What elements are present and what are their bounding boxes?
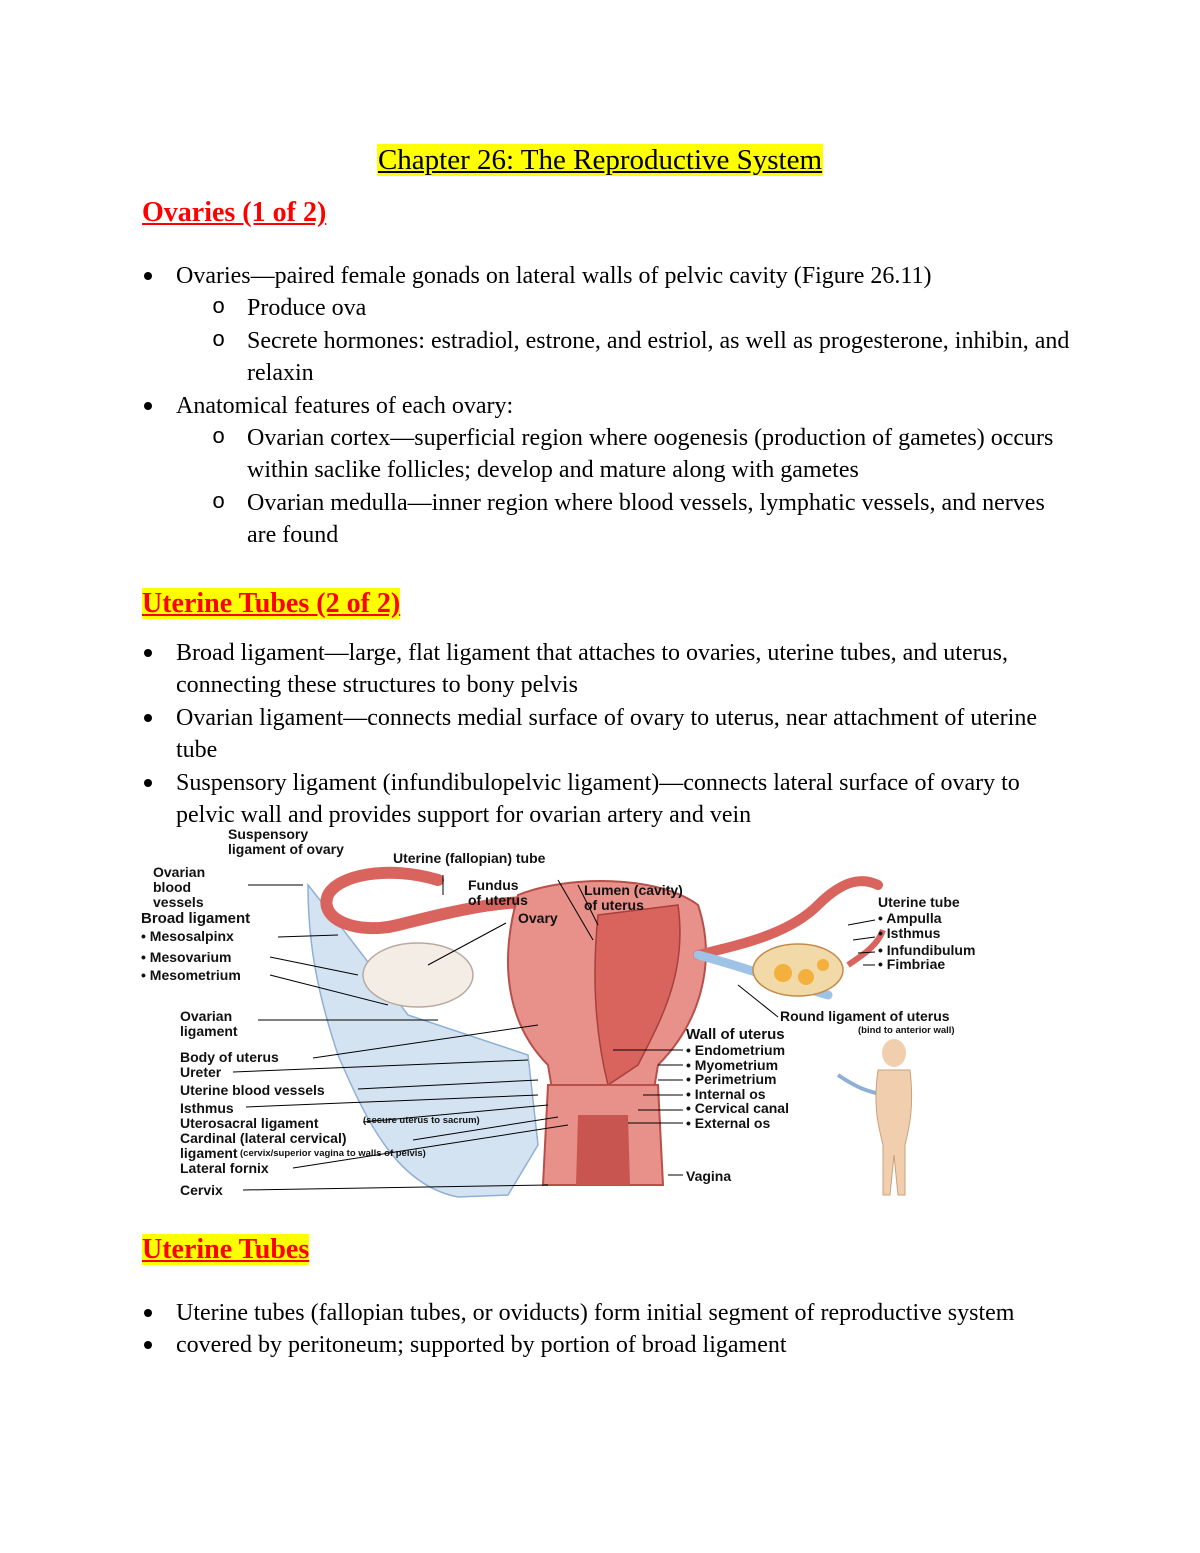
list-item: o Secrete hormones: estradiol, estrone, and estriol, as well as progesterone, inhibin, and relaxin xyxy=(176,325,1072,390)
note-round-ligament: (bind to anterior wall) xyxy=(858,1025,955,1036)
label-mesovarium: • Mesovarium xyxy=(141,949,232,965)
label-isthmus-right: • Isthmus xyxy=(878,925,941,941)
list-item: Uterine tubes (fallopian tubes, or oviducts) form initial segment of reproductive system xyxy=(142,1297,1072,1329)
label-uterosacral-ligament: Uterosacral ligament xyxy=(180,1115,319,1131)
label-uterine-tube: Uterine tube xyxy=(878,894,960,910)
label-suspensory-ligament: Suspensory ligament of ovary xyxy=(228,826,344,857)
list-item: Anatomical features of each ovary: o Ovarian cortex—superficial region where oogenesis (production of gametes) occurs within saclike follicles; develop and mature along with gametes o Ovarian medulla—inner region where blood vessels, lymphatic vessels, and nerves are found xyxy=(142,390,1072,552)
list-item: Suspensory ligament (infundibulopelvic ligament)—connects lateral surface of ovary to pelvic wall and provides support for ovarian artery and vein xyxy=(142,767,1072,832)
label-lateral-fornix: Lateral fornix xyxy=(180,1160,269,1176)
label-ovarian-ligament: Ovarian ligament xyxy=(180,1008,238,1039)
label-internal-os: • Internal os xyxy=(686,1086,766,1102)
label-cardinal-ligament: Cardinal (lateral cervical) xyxy=(180,1130,347,1146)
section-heading-ovaries: Ovaries (1 of 2) xyxy=(142,197,327,228)
label-lumen: Lumen (cavity) of uterus xyxy=(584,882,683,913)
page-title: Chapter 26: The Reproductive System xyxy=(377,144,823,176)
label-perimetrium: • Perimetrium xyxy=(686,1071,777,1087)
label-ureter: Ureter xyxy=(180,1064,222,1080)
note-cardinal: (cervix/superior vagina to walls of pelvis) xyxy=(240,1148,426,1159)
label-uterine-fallopian-tube: Uterine (fallopian) tube xyxy=(393,850,546,866)
label-cervical-canal: • Cervical canal xyxy=(686,1100,789,1116)
reproductive-anatomy-figure xyxy=(138,825,1018,1205)
label-round-ligament: Round ligament of uterus xyxy=(780,1008,950,1024)
list-item: o Ovarian cortex—superficial region where oogenesis (production of gametes) occurs within saclike follicles; develop and mature along with gametes xyxy=(176,422,1072,487)
note-uterosacral: (secure uterus to sacrum) xyxy=(363,1115,480,1126)
label-body-of-uterus: Body of uterus xyxy=(180,1049,279,1065)
label-ampulla: • Ampulla xyxy=(878,910,942,926)
section-heading-uterine-tubes: Uterine Tubes xyxy=(142,1234,310,1265)
label-myometrium: • Myometrium xyxy=(686,1057,779,1073)
label-wall-of-uterus: Wall of uterus xyxy=(686,1026,785,1043)
uterine-tubes-2-list xyxy=(142,637,1072,831)
label-ovarian-blood-vessels: Ovarian blood vessels xyxy=(153,864,206,910)
label-mesometrium: • Mesometrium xyxy=(141,967,241,983)
label-infundibulum: • Infundibulum xyxy=(878,942,976,958)
uterine-tubes-list xyxy=(142,1297,1072,1362)
label-isthmus-left: Isthmus xyxy=(180,1100,234,1116)
label-vagina: Vagina xyxy=(686,1168,732,1184)
label-uterine-blood-vessels: Uterine blood vessels xyxy=(180,1082,325,1098)
label-endometrium: • Endometrium xyxy=(686,1042,786,1058)
label-cervix: Cervix xyxy=(180,1182,223,1198)
label-mesosalpinx: • Mesosalpinx xyxy=(141,928,234,944)
list-item: covered by peritoneum; supported by portion of broad ligament xyxy=(142,1329,1072,1361)
label-fimbriae: • Fimbriae xyxy=(878,956,946,972)
label-broad-ligament: Broad ligament xyxy=(141,910,251,927)
label-ovary: Ovary xyxy=(518,910,558,926)
label-external-os: • External os xyxy=(686,1115,771,1131)
ovaries-list xyxy=(142,260,1072,552)
list-item: Broad ligament—large, flat ligament that attaches to ovaries, uterine tubes, and uterus, connecting these structures to bony pelvis xyxy=(142,637,1072,702)
label-fundus: Fundus of uterus xyxy=(468,877,528,908)
list-item: o Produce ova xyxy=(176,292,1072,324)
list-item: o Ovarian medulla—inner region where blood vessels, lymphatic vessels, and nerves are found xyxy=(176,487,1072,552)
section-heading-uterine-tubes-2: Uterine Tubes (2 of 2) xyxy=(142,588,401,619)
label-cardinal-ligament-2: ligament xyxy=(180,1145,238,1161)
list-item: Ovaries—paired female gonads on lateral walls of pelvic cavity (Figure 26.11) o Produce ova o Secrete hormones: estradiol, estrone, and estriol, as well as progesterone, inhibin, and relaxin xyxy=(142,260,1072,390)
list-item: Ovarian ligament—connects medial surface of ovary to uterus, near attachment of uterine tube xyxy=(142,702,1072,767)
